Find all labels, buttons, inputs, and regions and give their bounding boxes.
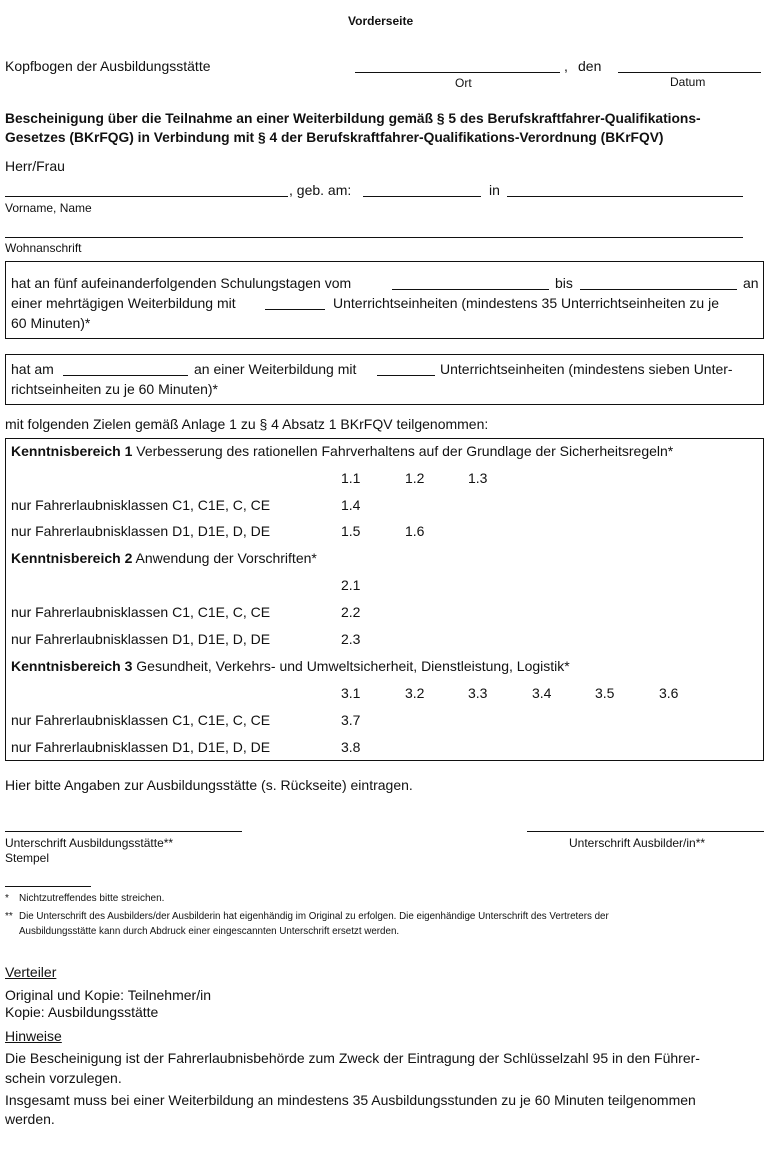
code-3-7[interactable]: 3.7 [341, 712, 361, 728]
notes-p1-line2: schein vorzulegen. [5, 1070, 122, 1086]
option1-from-date-field[interactable] [392, 289, 549, 290]
address-caption: Wohnanschrift [5, 241, 82, 255]
code-1-1[interactable]: 1.1 [341, 470, 361, 486]
document-title-line1: Bescheinigung über die Teilnahme an einer Weiterbildung gemäß § 5 des Berufskraftfahrer-Qualifikations- [5, 111, 701, 126]
area-2-description: Anwendung der Vorschriften* [135, 550, 317, 566]
code-1-2[interactable]: 1.2 [405, 470, 425, 486]
option1-an: an [743, 275, 759, 291]
notes-p2-line1: Insgesamt muss bei einer Weiterbildung an mindestens 35 Ausbildungsstunden zu je 60 Minuten teilgenommen [5, 1092, 696, 1108]
trainer-signature-field[interactable] [527, 831, 764, 832]
name-field[interactable] [5, 196, 288, 197]
footnote-2-text-line1: Die Unterschrift des Ausbilders/der Ausbilderin hat eigenhändig im Original zu erfolgen. Die eigenhändige Unterschrift des Vertreters der [19, 911, 609, 922]
area-1-description: Verbesserung des rationellen Fahrverhaltens auf der Grundlage der Sicherheitsregeln* [136, 443, 674, 459]
area-2-class-c-label: nur Fahrerlaubnisklassen C1, C1E, C, CE [11, 604, 271, 620]
date-prefix: den [578, 58, 602, 74]
code-3-3[interactable]: 3.3 [468, 685, 488, 701]
area-1-class-c-label: nur Fahrerlaubnisklassen C1, C1E, C, CE [11, 497, 271, 513]
code-3-8[interactable]: 3.8 [341, 739, 361, 755]
goals-intro: mit folgenden Zielen gemäß Anlage 1 zu § 4 Absatz 1 BKrFQV teilgenommen: [5, 416, 489, 432]
code-1-5[interactable]: 1.5 [341, 523, 361, 539]
school-signature-label: Unterschrift Ausbildungsstätte** [5, 836, 174, 850]
option2-text-part1: hat am [11, 361, 54, 377]
distribution-heading: Verteiler [5, 964, 57, 980]
code-2-2[interactable]: 2.2 [341, 604, 361, 620]
option1-to-date-field[interactable] [580, 289, 737, 290]
letterhead-label: Kopfbogen der Ausbildungsstätte [5, 58, 211, 74]
area-3-description: Gesundheit, Verkehrs- und Umweltsicherheit, Dienstleistung, Logistik* [136, 658, 570, 674]
place-comma: , [564, 58, 568, 74]
stamp-label: Stempel [5, 851, 50, 865]
option1-text-line2a: einer mehrtägigen Weiterbildung mit [11, 295, 236, 311]
place-field[interactable] [355, 72, 560, 73]
birthdate-field[interactable] [363, 196, 481, 197]
area-3-heading [11, 658, 570, 674]
code-1-3[interactable]: 1.3 [468, 470, 488, 486]
option2-text-part2: an einer Weiterbildung mit [194, 361, 357, 377]
option2-date-field[interactable] [63, 375, 188, 376]
trainer-signature-label: Unterschrift Ausbilder/in** [569, 836, 706, 850]
option2-text-line2: richtseinheiten zu je 60 Minuten)* [11, 381, 219, 397]
code-3-1[interactable]: 3.1 [341, 685, 361, 701]
footnote-1-mark: * [5, 893, 9, 904]
distribution-line1: Original und Kopie: Teilnehmer/in [5, 987, 211, 1003]
code-1-6[interactable]: 1.6 [405, 523, 425, 539]
area-2-label: Kenntnisbereich 2 [11, 550, 133, 566]
name-caption: Vorname, Name [5, 201, 92, 215]
place-label: Ort [455, 76, 472, 90]
birthdate-label: , geb. am: [289, 182, 352, 198]
notes-p1-line1: Die Bescheinigung ist der Fahrerlaubnisbehörde zum Zweck der Eintragung der Schlüsselzahl 95 in den Führer- [5, 1050, 700, 1066]
school-info-note: Hier bitte Angaben zur Ausbildungsstätte (s. Rückseite) eintragen. [5, 777, 413, 793]
code-3-5[interactable]: 3.5 [595, 685, 615, 701]
footnote-divider [5, 886, 91, 887]
area-1-class-d-label: nur Fahrerlaubnisklassen D1, D1E, D, DE [11, 523, 271, 539]
footnote-2-mark: ** [5, 911, 13, 922]
area-1-heading [11, 443, 673, 459]
address-field[interactable] [5, 237, 743, 238]
code-3-2[interactable]: 3.2 [405, 685, 425, 701]
option1-bis: bis [555, 275, 573, 291]
area-3-class-c-label: nur Fahrerlaubnisklassen C1, C1E, C, CE [11, 712, 271, 728]
area-2-class-d-label: nur Fahrerlaubnisklassen D1, D1E, D, DE [11, 631, 271, 647]
area-2-heading [11, 550, 317, 566]
option1-units-field[interactable] [265, 309, 325, 310]
notes-heading: Hinweise [5, 1028, 62, 1044]
footnote-2-text-line2: Ausbildungsstätte kann durch Abdruck einer eingescannten Unterschrift ersetzt werden. [19, 926, 400, 937]
date-field[interactable] [618, 72, 761, 73]
option1-text-line2b: Unterrichtseinheiten (mindestens 35 Unterrichtseinheiten zu je [333, 295, 719, 311]
distribution-line2: Kopie: Ausbildungsstätte [5, 1004, 159, 1020]
code-2-3[interactable]: 2.3 [341, 631, 361, 647]
option2-text-part3: Unterrichtseinheiten (mindestens sieben Unter- [440, 361, 733, 377]
notes-p2-line2: werden. [5, 1111, 55, 1127]
code-2-1[interactable]: 2.1 [341, 577, 361, 593]
page-side-label: Vorderseite [348, 14, 414, 28]
birthplace-field[interactable] [507, 196, 743, 197]
birthplace-label: in [489, 182, 500, 198]
option1-text-part1: hat an fünf aufeinanderfolgenden Schulungstagen vom [11, 275, 352, 291]
footnote-1-text: Nichtzutreffendes bitte streichen. [19, 893, 165, 904]
code-3-4[interactable]: 3.4 [532, 685, 552, 701]
salutation-label: Herr/Frau [5, 158, 65, 174]
code-3-6[interactable]: 3.6 [659, 685, 679, 701]
area-1-label: Kenntnisbereich 1 [11, 443, 133, 459]
area-3-label: Kenntnisbereich 3 [11, 658, 133, 674]
option1-text-line3: 60 Minuten)* [11, 315, 91, 331]
school-signature-field[interactable] [5, 831, 242, 832]
option2-units-field[interactable] [377, 375, 435, 376]
document-title-line2: Gesetzes (BKrFQG) in Verbindung mit § 4 der Berufskraftfahrer-Qualifikations-Verordnung (BKrFQV) [5, 130, 664, 145]
area-3-class-d-label: nur Fahrerlaubnisklassen D1, D1E, D, DE [11, 739, 271, 755]
date-label: Datum [670, 75, 706, 89]
code-1-4[interactable]: 1.4 [341, 497, 361, 513]
